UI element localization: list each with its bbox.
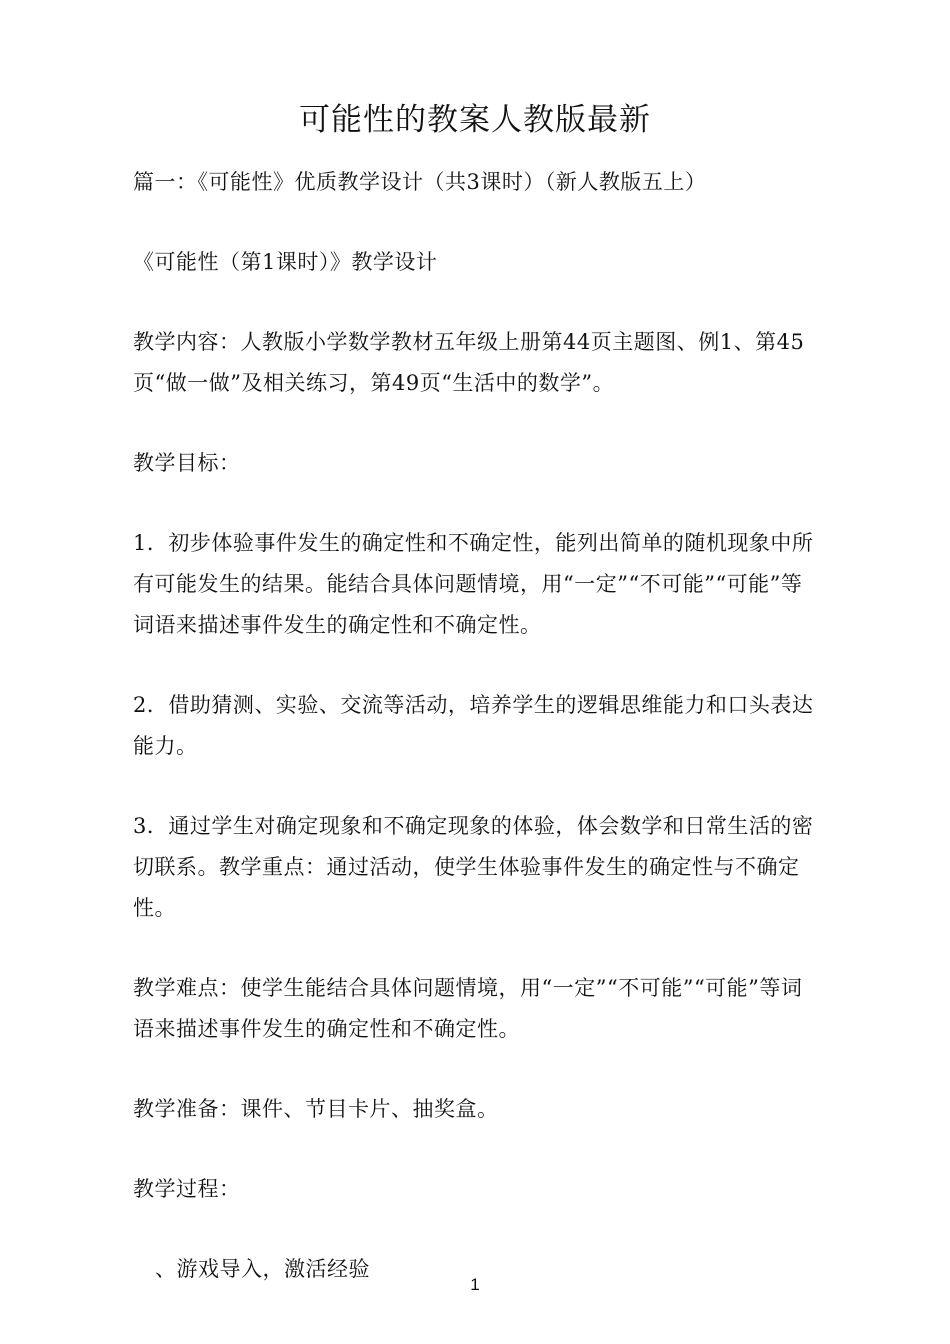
document-title: 可能性的教案人教版最新 <box>299 102 651 138</box>
section-heading: 篇一：《可能性》优质教学设计（共3课时）（新人教版五上） <box>133 170 707 194</box>
goal-item-2: 2．借助猜测、实验、交流等活动，培养学生的逻辑思维能力和口头表达能力。 <box>133 693 814 758</box>
page-number: 1 <box>470 1275 480 1294</box>
goal-item-1: 1．初步体验事件发生的确定性和不确定性，能列出简单的随机现象中所有可能发生的结果。能结合具体问题情境，用“一定”“不可能”“可能”等词语来描述事件发生的确定性和不确定性。 <box>133 531 814 637</box>
teaching-preparation: 教学准备：课件、节目卡片、抽奖盒。 <box>133 1097 499 1121</box>
lesson-title: 《可能性（第1课时）》教学设计 <box>133 250 438 274</box>
teaching-difficulty: 教学难点：使学生能结合具体问题情境，用“一定”“不可能”“可能”等词语来描述事件发生的确定性和不确定性。 <box>133 976 803 1041</box>
process-step-1: 、游戏导入，激活经验 <box>155 1257 370 1281</box>
goal-item-3: 3．通过学生对确定现象和不确定现象的体验，体会数学和日常生活的密切联系。教学重点：通过活动，使学生体验事件发生的确定性与不确定性。 <box>133 814 814 920</box>
teaching-content: 教学内容：人教版小学数学教材五年级上册第44页主题图、例1、第45页“做一做”及相关练习，第49页“生活中的数学”。 <box>133 330 805 395</box>
teaching-process-heading: 教学过程： <box>133 1177 241 1201</box>
teaching-goals-heading: 教学目标： <box>133 451 241 475</box>
document-body <box>133 162 823 1329</box>
